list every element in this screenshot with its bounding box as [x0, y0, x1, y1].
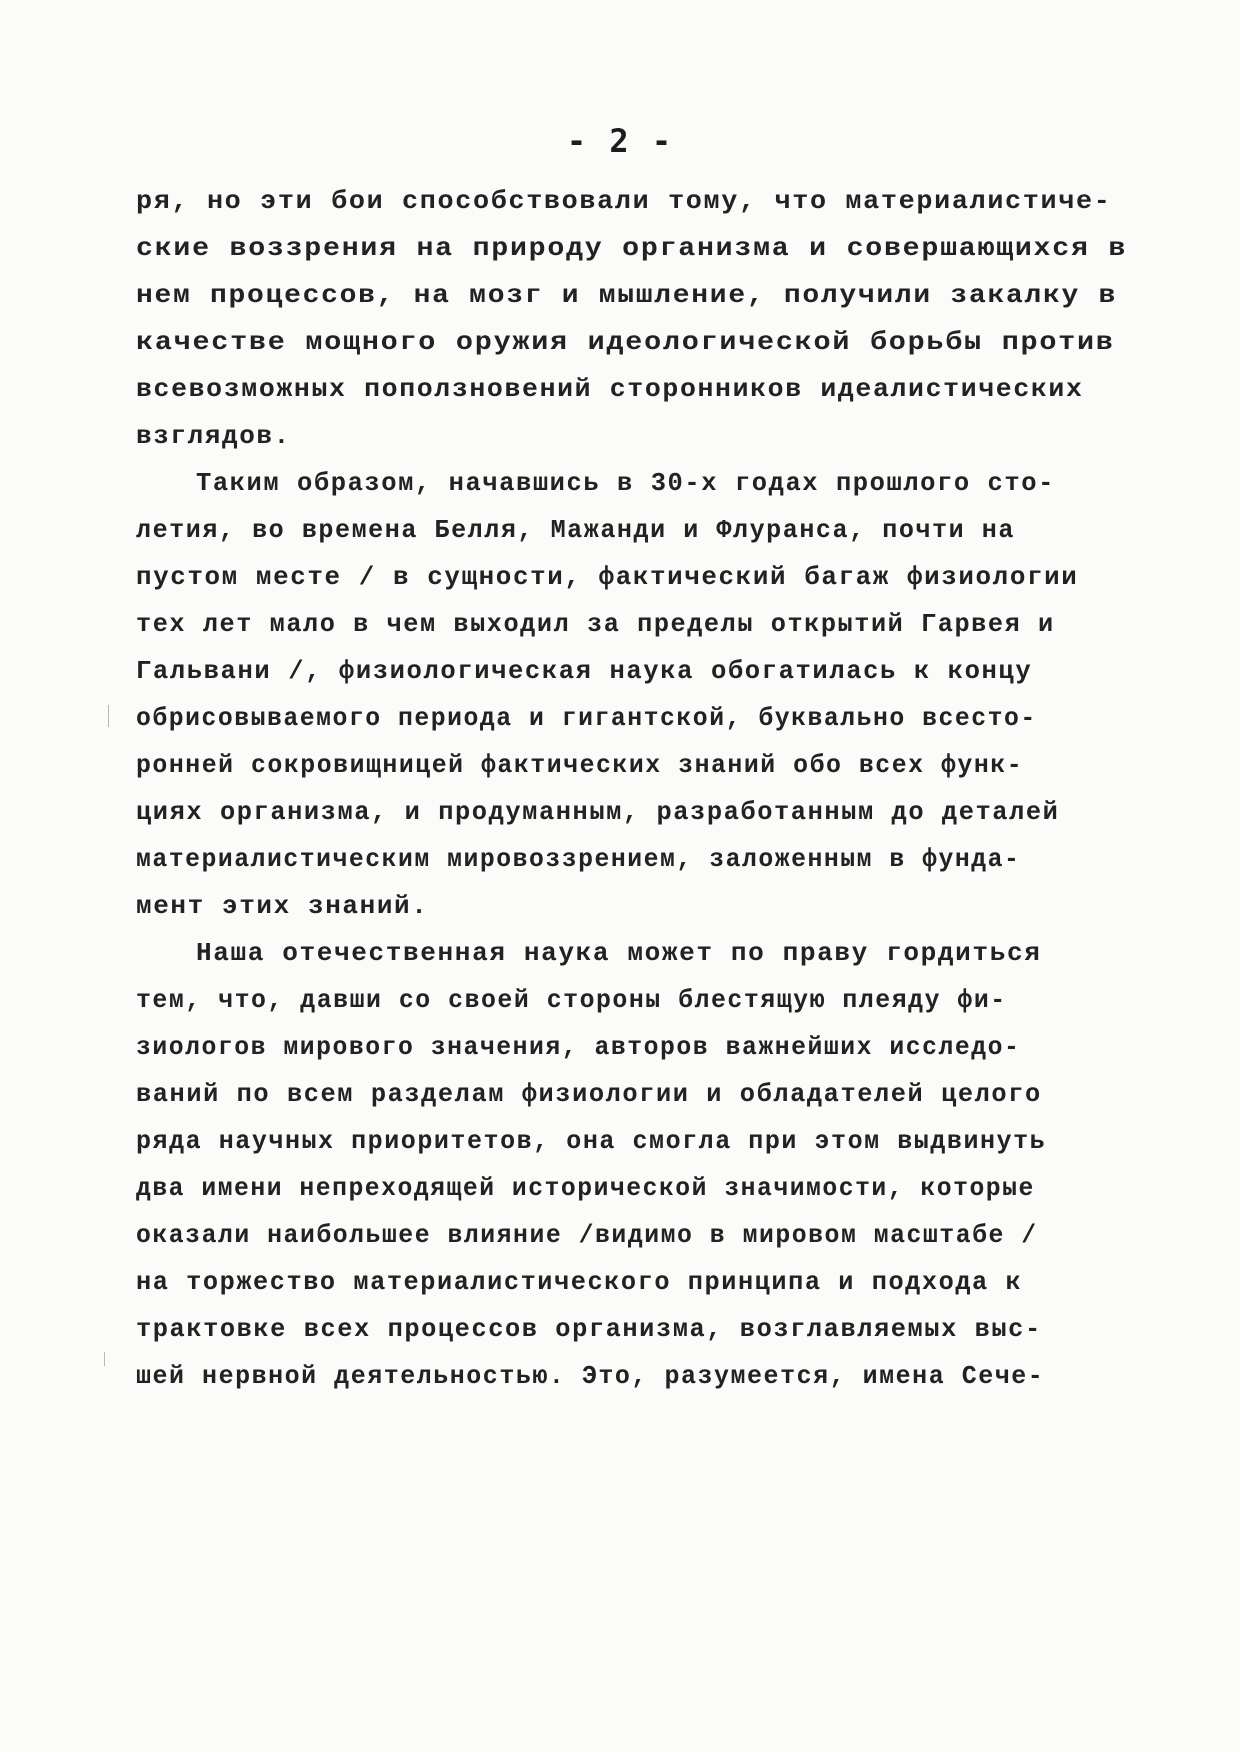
text-line: оказали наибольшее влияние /видимо в мировом масштабе /	[136, 1220, 1038, 1250]
text-line: на торжество материалистического принципа и подхода к	[136, 1267, 1023, 1297]
page-number: - 2 -	[566, 122, 674, 160]
text-line: циях организма, и продуманным, разработанным до деталей	[136, 797, 1060, 827]
text-line: взглядов.	[136, 421, 291, 451]
text-line: зиологов мирового значения, авторов важнейших исследо-	[136, 1032, 1021, 1062]
text-line: материалистическим мировоззрением, заложенным в фунда-	[136, 844, 1021, 874]
text-line: Таким образом, начавшись в 30-х годах прошлого сто-	[196, 468, 1055, 498]
text-line: тех лет мало в чем выходил за пределы открытий Гарвея и	[136, 609, 1055, 639]
scan-mark	[108, 705, 109, 727]
text-line: нем процессов, на мозг и мышление, получили закалку в	[136, 280, 1118, 310]
text-line: шей нервной деятельностью. Это, разумеется, имена Сече-	[136, 1361, 1045, 1391]
text-line: всевозможных поползновений сторонников идеалистических	[136, 374, 1084, 404]
text-line: ря, но эти бои способствовали тому, что материалистиче-	[136, 186, 1112, 216]
text-line: трактовке всех процессов организма, возглавляемых выс-	[136, 1314, 1042, 1344]
text-line: ряда научных приоритетов, она смогла при этом выдвинуть	[136, 1126, 1047, 1156]
text-line: ронней сокровищницей фактических знаний обо всех функ-	[136, 750, 1024, 780]
text-line: ваний по всем разделам физиологии и обладателей целого	[136, 1079, 1042, 1109]
text-line: Гальвани /, физиологическая наука обогатилась к концу	[136, 656, 1033, 686]
text-line: Наша отечественная наука может по праву гордиться	[196, 938, 1042, 968]
scan-mark	[104, 1352, 105, 1366]
text-line: мент этих знаний.	[136, 891, 429, 921]
text-line: летия, во времена Белля, Мажанди и Флуранса, почти на	[136, 515, 1015, 545]
text-line: пустом месте / в сущности, фактический багаж физиологии	[136, 562, 1079, 592]
text-line: тем, что, давши со своей стороны блестящую плеяду фи-	[136, 985, 1007, 1015]
text-line: ские воззрения на природу организма и совершающихся в	[136, 233, 1128, 263]
text-line: качестве мощного оружия идеологической борьбы против	[136, 327, 1115, 357]
text-line: обрисовываемого периода и гигантской, буквально всесто-	[136, 703, 1037, 733]
text-line: два имени непреходящей исторической значимости, которые	[136, 1173, 1035, 1203]
